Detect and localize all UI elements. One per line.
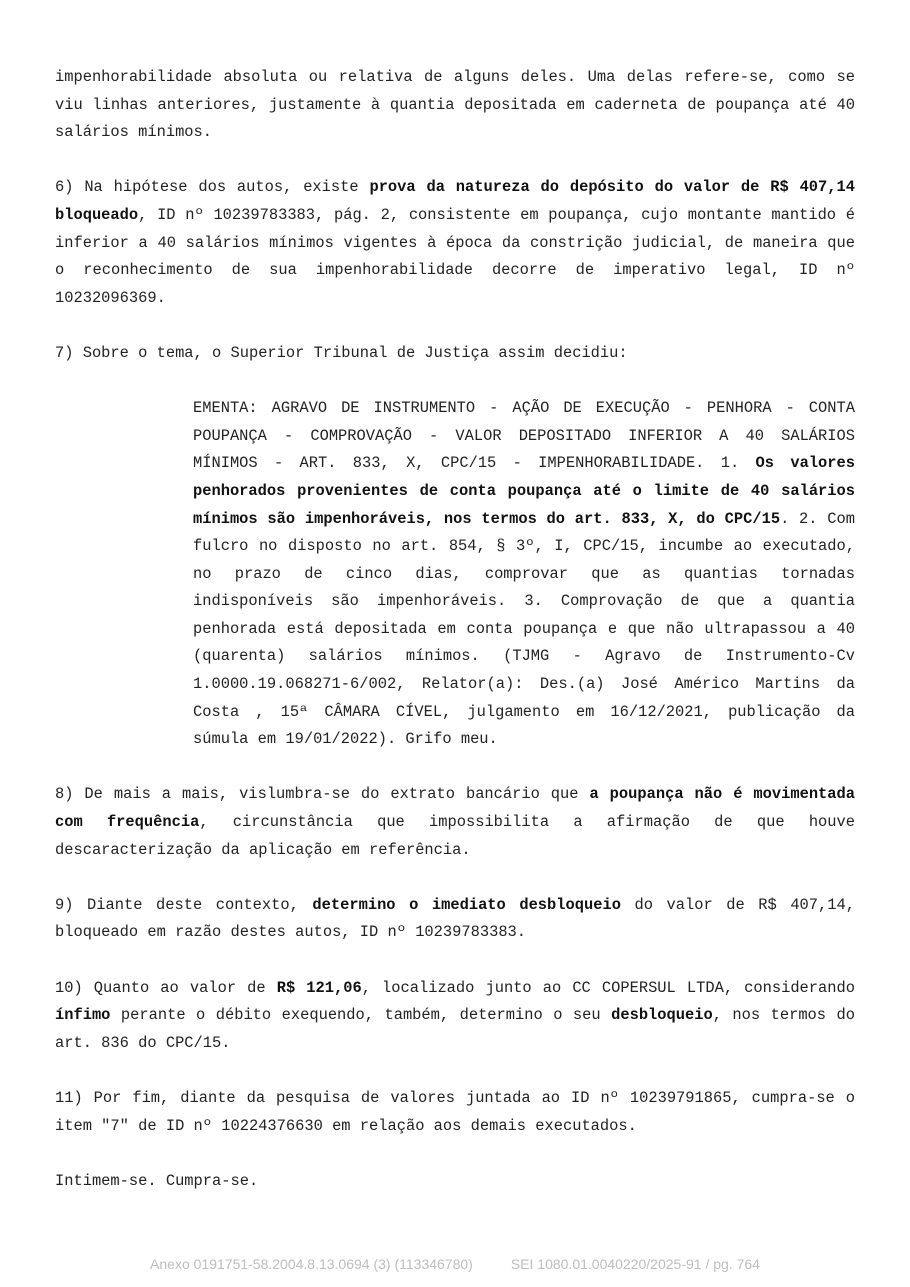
text-segment: 10) Quanto ao valor de bbox=[55, 978, 277, 997]
footer-annex-reference: Anexo 0191751-58.2004.8.13.0694 (3) (113346780) bbox=[150, 1256, 473, 1272]
bold-emphasis: a poupança não é movimentada com frequência bbox=[55, 785, 855, 832]
text-segment: do valor de R$ 407,14, bloqueado em razão destes autos, ID nº 10239783383. bbox=[55, 895, 855, 942]
text-segment: 8) De mais a mais, vislumbra-se do extrato bancário que bbox=[55, 785, 590, 804]
text-segment: 7) Sobre o tema, o Superior Tribunal de Justiça assim decidiu: bbox=[55, 343, 628, 362]
bold-emphasis: R$ 121,06 bbox=[276, 978, 362, 997]
page-footer bbox=[0, 1256, 910, 1272]
bold-emphasis: Os valores penhorados provenientes de conta poupança até o limite de 40 salários mínimos são impenhoráveis, nos termos do art. 833, X, do CPC/15 bbox=[193, 454, 855, 528]
document-body bbox=[55, 64, 855, 1223]
paragraph-closing bbox=[55, 1168, 855, 1196]
text-segment: . 2. Com fulcro no disposto no art. 854, § 3º, I, CPC/15, incumbe ao executado, no prazo de cinco dias, comprovar que as quantias tornadas indisponíveis são impenhoráveis. 3. Comprovação de que a quantia penhorada está depositada em conta poupança e que não ultrapassou a 40 (quarenta) salários mínimos. (TJMG - Agravo de Instrumento-Cv 1.0000.19.068271-6/002, Relator(a): Des.(a) José Américo Martins da Costa , 15ª CÂMARA CÍVEL, julgamento em 16/12/2021, publicação da súmula em 19/01/2022). Grifo meu. bbox=[193, 509, 855, 749]
paragraph-6 bbox=[55, 174, 855, 312]
text-segment: , nos termos do art. 836 do CPC/15. bbox=[55, 1006, 855, 1052]
text-segment: 6) Na hipótese dos autos, existe bbox=[55, 178, 370, 197]
text-segment: EMENTA: AGRAVO DE INSTRUMENTO - AÇÃO DE EXECUÇÃO - PENHORA - CONTA POUPANÇA - COMPROVAÇÃO - VALOR DEPOSITADO INFERIOR A 40 SALÁRIOS MÍNIMOS - ART. 833, X, CPC/15 - IMPENHORABILIDADE. 1. bbox=[193, 399, 855, 473]
text-segment: , localizado junto ao CC COPERSUL LTDA, considerando bbox=[361, 978, 855, 997]
paragraph-9 bbox=[55, 892, 855, 947]
paragraph-intro bbox=[55, 64, 855, 147]
paragraph-10 bbox=[55, 975, 855, 1058]
paragraph-11 bbox=[55, 1085, 855, 1140]
bold-emphasis: desbloqueio bbox=[611, 1006, 713, 1025]
paragraph-7 bbox=[55, 340, 855, 368]
text-segment: impenhorabilidade absoluta ou relativa de alguns deles. Uma delas refere-se, como se viu linhas anteriores, justamente à quantia depositada em caderneta de poupança até 40 salários mínimos. bbox=[55, 68, 855, 142]
bold-emphasis: prova da natureza do depósito do valor de R$ 407,14 bloqueado bbox=[55, 178, 855, 224]
text-segment: 9) Diante deste contexto, bbox=[55, 895, 313, 914]
footer-sei-reference: SEI 1080.01.0040220/2025-91 / pg. 764 bbox=[510, 1256, 760, 1272]
text-segment: Intimem-se. Cumpra-se. bbox=[55, 1171, 259, 1190]
text-segment: 11) Por fim, diante da pesquisa de valores juntada ao ID nº 10239791865, cumpra-se o item "7" de ID nº 10224376630 em relação aos demais executados. bbox=[55, 1088, 855, 1135]
text-segment: , circunstância que impossibilita a afirmação de que houve descaracterização da aplicação em referência. bbox=[55, 813, 855, 859]
text-segment: , ID nº 10239783383, pág. 2, consistente em poupança, cujo montante mantido é inferior a 40 salários mínimos vigentes à época da constrição judicial, de maneira que o reconhecimento de sua impenhorabilidade decorre de imperativo legal, ID nº 10232096369. bbox=[55, 205, 855, 307]
text-segment: perante o débito exequendo, também, determino o seu bbox=[110, 1006, 612, 1025]
bold-emphasis: determino o imediato desbloqueio bbox=[312, 895, 621, 914]
bold-emphasis: ínfimo bbox=[55, 1006, 111, 1025]
paragraph-8 bbox=[55, 781, 855, 864]
quoted-ementa bbox=[193, 395, 855, 754]
